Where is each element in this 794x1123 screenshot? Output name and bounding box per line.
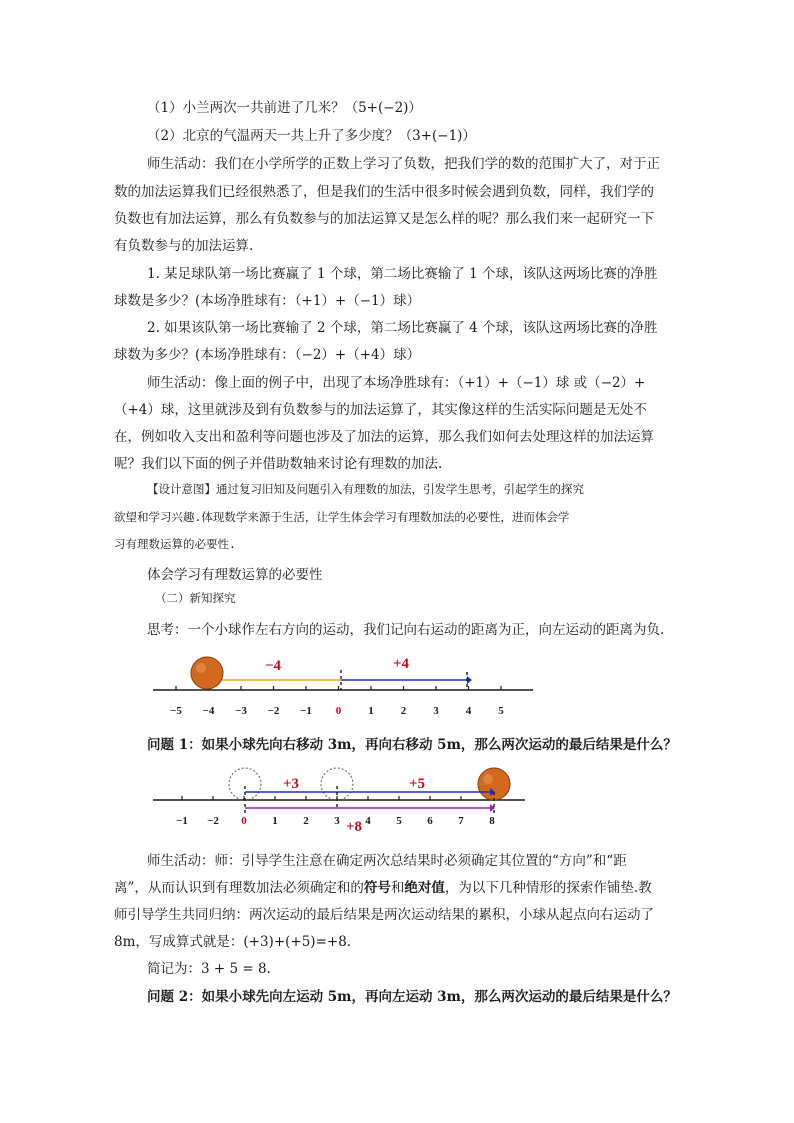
tick-label: 7 bbox=[458, 815, 464, 827]
think-line: 思考：一个小球作左右方向的运动，我们记向右运动的距离为正，向左运动的距离为负. bbox=[147, 622, 665, 638]
tick-label: 6 bbox=[427, 815, 433, 827]
paragraph-3-line-2 bbox=[114, 876, 652, 896]
p3-text-b: 和 bbox=[390, 880, 405, 896]
number-line-1 bbox=[145, 648, 545, 726]
ball-highlight bbox=[196, 663, 206, 673]
design-intent-line-3: 习有理数运算的必要性. bbox=[114, 537, 236, 551]
paragraph-3-line-3: 师引导学生共同归纳：两次运动的最后结果是两次运动结果的累积，小球从起点向右运动了 bbox=[114, 907, 654, 923]
item-1-line-1: 1. 某足球队第一场比赛赢了 1 个球，第二场比赛输了 1 个球，该队这两场比赛的净胜 bbox=[147, 266, 658, 282]
paragraph-1-line-4: 有负数参与的加法运算. bbox=[114, 238, 254, 254]
label-plus-8: +8 bbox=[345, 819, 363, 835]
tick-label: 0 bbox=[335, 705, 342, 717]
tick-label: 1 bbox=[272, 815, 278, 827]
ball bbox=[191, 657, 223, 689]
ball-highlight bbox=[483, 774, 493, 784]
paragraph-3-line-1: 师生活动：师：引导学生注意在确定两次总结果时必须确定其位置的“方向”和“距 bbox=[147, 853, 627, 869]
ball bbox=[478, 768, 510, 800]
tick-label: 3 bbox=[334, 815, 340, 827]
paragraph-2-line-4: 呢？我们以下面的例子并借助数轴来讨论有理数的加法. bbox=[114, 456, 443, 472]
p3-bold-abs: 绝对值 bbox=[404, 880, 445, 896]
design-intent-line-2: 欲望和学习兴趣.体现数学来源于生活，让学生体会学习有理数加法的必要性，进而体会学 bbox=[114, 510, 570, 524]
paragraph-2-line-2: （+4）球，这里就涉及到有负数参与的加法运算了，其实像这样的生活实际问题是无处不 bbox=[114, 402, 647, 418]
ghost-ball-mid bbox=[321, 768, 353, 800]
arrowhead bbox=[467, 676, 472, 684]
paragraph-2-line-1: 师生活动：像上面的例子中，出现了本场净胜球有：（+1）+（−1）球 或（−2）+ bbox=[147, 375, 646, 391]
tick-label: 2 bbox=[303, 815, 309, 827]
p3-text-c: ，为以下几种情形的探索作铺垫.教 bbox=[444, 880, 652, 896]
tick-label: −4 bbox=[202, 705, 215, 717]
paragraph-1-line-1: 师生活动：我们在小学所学的正数上学习了负数，把我们学的数的范围扩大了，对于正 bbox=[147, 156, 660, 172]
tick-label: −1 bbox=[176, 815, 188, 827]
brief-line: 简记为：3 + 5 = 8. bbox=[147, 961, 271, 977]
label-plus-4: +4 bbox=[392, 656, 410, 672]
tick-label: 5 bbox=[396, 815, 402, 827]
paragraph-3-line-4: 8m，写成算式就是：(+3)+(+5)=+8. bbox=[114, 934, 352, 950]
tick-label: −1 bbox=[300, 705, 312, 717]
problem-2 bbox=[147, 985, 677, 1005]
paragraph-1-line-3: 负数也有加法运算，那么有负数参与的加法运算又是怎么样的呢？那么我们来一起研究一下 bbox=[114, 211, 654, 227]
section-heading: （二）新知探究 bbox=[155, 591, 236, 605]
tick-label: 1 bbox=[368, 705, 374, 717]
paragraph-2-line-3: 在，例如收入支出和盈利等问题也涉及了加法的运算，那么我们如何去处理这样的加法运算 bbox=[114, 429, 654, 445]
p3-text-a: 离”，从而认识到有理数加法必须确定和的 bbox=[114, 880, 364, 896]
tick-label: 4 bbox=[365, 815, 371, 827]
tick-label: −2 bbox=[207, 815, 219, 827]
ghost-ball-start bbox=[229, 768, 261, 800]
label-plus-3: +3 bbox=[282, 776, 300, 792]
item-2-line-2: 球数为多少？(本场净胜球有：（−2）+（+4）球） bbox=[114, 347, 421, 363]
tick-label: 3 bbox=[433, 705, 439, 717]
tick-label: 5 bbox=[498, 705, 504, 717]
problem-1 bbox=[147, 733, 677, 753]
tick-label: 0 bbox=[241, 815, 247, 827]
label-plus-5: +5 bbox=[408, 776, 426, 792]
item-2-line-1: 2. 如果该队第一场比赛输了 2 个球，第二场比赛赢了 4 个球，该队这两场比赛的净胜 bbox=[147, 320, 658, 336]
problem-1-text: 问题 1：如果小球先向右移动 3m，再向右移动 5m，那么两次运动的最后结果是什么？ bbox=[147, 737, 677, 753]
item-1-line-2: 球数是多少？(本场净胜球有：（+1）+（−1）球） bbox=[114, 293, 421, 309]
tick-label: 8 bbox=[489, 815, 495, 827]
tick-label: −2 bbox=[267, 705, 280, 717]
question-1: （1）小兰两次一共前进了几米？（5+(−2)） bbox=[147, 100, 422, 116]
paragraph-1-line-2: 数的加法运算我们已经很熟悉了，但是我们的生活中很多时候会遇到负数，同样，我们学的 bbox=[114, 184, 654, 200]
tick-label: 4 bbox=[465, 705, 472, 717]
design-intent-line-1: 【设计意图】通过复习旧知及问题引入有理数的加法，引发学生思考，引起学生的探究 bbox=[147, 482, 584, 496]
number-line-2 bbox=[145, 762, 545, 840]
tick-label: 2 bbox=[400, 705, 407, 717]
tick-label: −5 bbox=[170, 705, 182, 717]
label-minus-4: −4 bbox=[264, 658, 282, 674]
necessity-line: 体会学习有理数运算的必要性 bbox=[147, 567, 323, 583]
tick-label: −3 bbox=[235, 705, 247, 717]
question-2: （2）北京的气温两天一共上升了多少度？（3+(−1)） bbox=[147, 128, 476, 144]
p3-bold-sign: 符号 bbox=[363, 880, 391, 896]
problem-2-text: 问题 2：如果小球先向左运动 5m，再向左运动 3m，那么两次运动的最后结果是什么？ bbox=[147, 989, 677, 1005]
